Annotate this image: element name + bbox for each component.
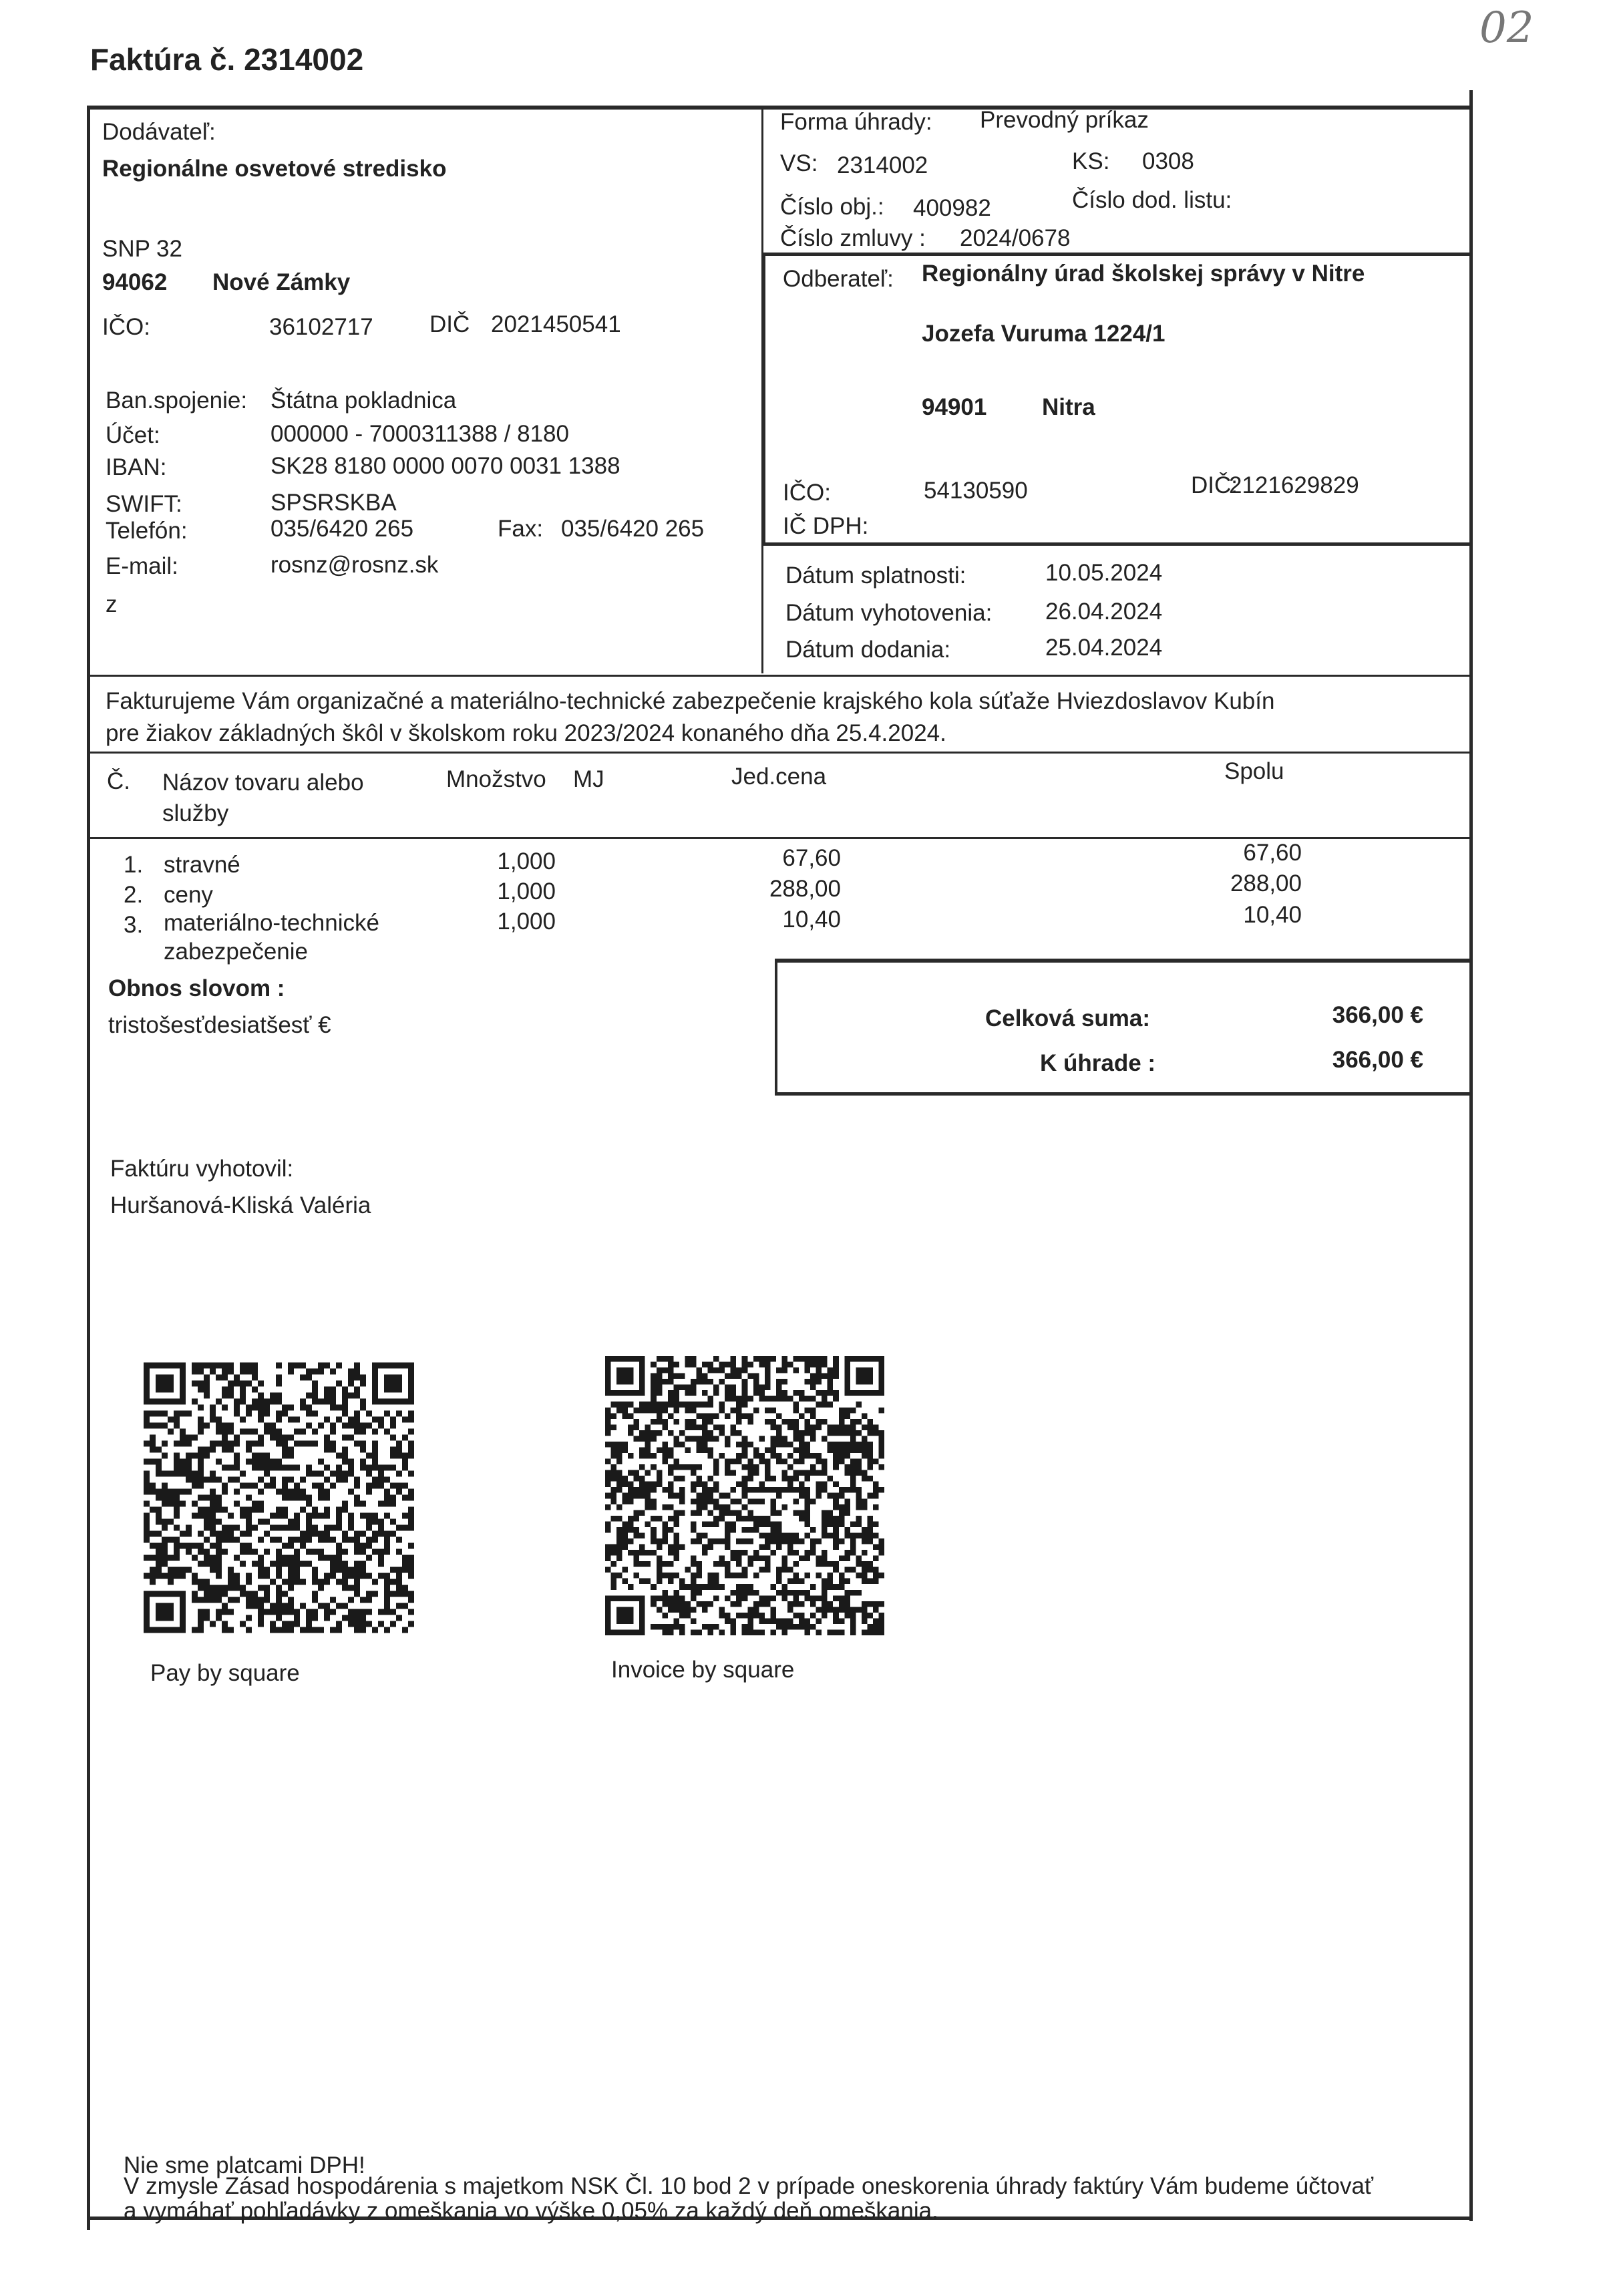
- customer-street: Jozefa Vuruma 1224/1: [922, 321, 1166, 347]
- amount-due: 366,00 €: [1332, 1047, 1423, 1073]
- supplier-ico-label: IČO:: [102, 314, 150, 340]
- customer-ico-label: IČO:: [783, 480, 831, 506]
- vs-label: VS:: [780, 150, 818, 176]
- invoice-by-square-label: Invoice by square: [611, 1657, 795, 1683]
- supplier-ico: 36102717: [269, 314, 373, 340]
- vs-value: 2314002: [837, 152, 928, 178]
- row-number: 1.: [124, 852, 144, 878]
- bank-label: Ban.spojenie:: [106, 387, 248, 414]
- row-total: 67,60: [1243, 840, 1302, 866]
- totals-box-top: [775, 959, 1473, 963]
- delivery-date: 25.04.2024: [1045, 635, 1163, 661]
- description-line-1: Fakturujeme Vám organizačné a materiálno-technické zabezpečenie krajského kola súťaže Hviezdoslavov Kubín: [106, 688, 1275, 714]
- row-total: 10,40: [1243, 902, 1302, 928]
- payment-method-label: Forma úhrady:: [780, 109, 932, 135]
- bank-name: Štátna pokladnica: [271, 387, 457, 414]
- frame-right-border: [1469, 90, 1473, 2221]
- total-sum-label: Celková suma:: [985, 1005, 1151, 1031]
- supplier-label: Dodávateľ:: [102, 119, 216, 145]
- totals-box-bottom: [775, 1092, 1473, 1096]
- table-header-top-border: [87, 752, 1473, 754]
- description-line-2: pre žiakov základných škôl v školskom roku 2023/2024 konaného dňa 25.4.2024.: [106, 720, 946, 746]
- issuer-label: Faktúru vyhotovil:: [110, 1156, 294, 1182]
- row-name: ceny: [164, 882, 213, 908]
- col-header-name-2: služby: [162, 800, 229, 826]
- ks-value: 0308: [1142, 148, 1194, 174]
- supplier-note: z: [106, 591, 118, 617]
- totals-box-left: [775, 959, 777, 1096]
- order-number: 400982: [913, 195, 991, 221]
- phone-value: 035/6420 265: [271, 516, 414, 542]
- row-name: stravné: [164, 852, 240, 878]
- pay-by-square-label: Pay by square: [150, 1660, 300, 1686]
- footer-terms-line-1: V zmysle Zásad hospodárenia s majetkom NSK Čl. 10 bod 2 v prípade oneskorenia úhrady faktúry Vám budeme účtovať: [124, 2173, 1374, 2199]
- row-number: 2.: [124, 882, 144, 908]
- supplier-zip: 94062: [102, 269, 168, 295]
- col-header-name: Názov tovaru alebo: [162, 770, 364, 796]
- fax-value: 035/6420 265: [561, 516, 705, 542]
- supplier-street: SNP 32: [102, 236, 182, 262]
- description-top-border: [87, 675, 1473, 677]
- row-quantity: 1,000: [497, 878, 556, 905]
- phone-label: Telefón:: [106, 518, 188, 544]
- frame-left-border: [87, 106, 90, 2230]
- handwritten-mark: 02: [1479, 3, 1534, 53]
- customer-ico: 54130590: [924, 478, 1028, 504]
- total-sum: 366,00 €: [1332, 1002, 1423, 1028]
- ks-label: KS:: [1072, 148, 1110, 174]
- issue-date-label: Dátum vyhotovenia:: [785, 600, 993, 626]
- table-header-bottom-border: [87, 837, 1473, 839]
- col-header-quantity: Množstvo: [446, 766, 546, 792]
- payment-bottom-border: [761, 253, 1473, 256]
- col-header-unit: MJ: [573, 766, 604, 792]
- row-name: materiálno-technické: [164, 910, 379, 936]
- qr-code-icon: [604, 1356, 885, 1635]
- issuer-name: Huršanová-Kliská Valéria: [110, 1192, 371, 1218]
- customer-city: Nitra: [1042, 394, 1095, 420]
- email-label: E-mail:: [106, 553, 178, 579]
- qr-code-icon: [144, 1361, 414, 1635]
- supplier-city: Nové Zámky: [212, 269, 351, 295]
- delivery-note-label: Číslo dod. listu:: [1072, 187, 1232, 213]
- amount-words-label: Obnos slovom :: [108, 975, 285, 1001]
- account-number: 000000 - 7000311388 / 8180: [271, 421, 569, 447]
- row-unit-price: 288,00: [769, 876, 841, 902]
- customer-zip: 94901: [922, 394, 987, 420]
- due-date: 10.05.2024: [1045, 560, 1163, 586]
- row-total: 288,00: [1230, 870, 1302, 896]
- order-number-label: Číslo obj.:: [780, 194, 884, 220]
- account-label: Účet:: [106, 422, 160, 448]
- amount-due-label: K úhrade :: [1040, 1050, 1156, 1076]
- invoice-title: Faktúra č. 2314002: [90, 42, 364, 77]
- supplier-dic-label: DIČ: [429, 311, 470, 337]
- row-unit-price: 67,60: [782, 845, 841, 871]
- swift-label: SWIFT:: [106, 491, 182, 517]
- row-number: 3.: [124, 912, 144, 938]
- iban-label: IBAN:: [106, 454, 167, 480]
- due-date-label: Dátum splatnosti:: [785, 562, 966, 589]
- customer-name: Regionálny úrad školskej správy v Nitre: [922, 261, 1365, 287]
- supplier-dic: 2021450541: [491, 311, 621, 337]
- row-name-continued: zabezpečenie: [164, 939, 308, 965]
- footer-terms-line-2: a vymáhať pohľadávky z omeškania vo výške 0,05% za každý deň omeškania.: [124, 2198, 938, 2224]
- customer-left-border: [763, 256, 765, 543]
- amount-words-value: tristošesťdesiatšesť €: [108, 1012, 331, 1038]
- customer-dic-label: DIČ:: [1191, 472, 1238, 498]
- row-quantity: 1,000: [497, 909, 556, 935]
- iban-value: SK28 8180 0000 0070 0031 1388: [271, 453, 620, 479]
- delivery-date-label: Dátum dodania:: [785, 637, 951, 663]
- footer-vat-note: Nie sme platcami DPH!: [124, 2152, 365, 2178]
- customer-icdph-label: IČ DPH:: [783, 513, 869, 539]
- fax-label: Fax:: [498, 516, 544, 542]
- row-unit-price: 10,40: [782, 907, 841, 933]
- customer-dic: 2121629829: [1229, 472, 1359, 498]
- supplier-name: Regionálne osvetové stredisko: [102, 156, 447, 182]
- contract-number: 2024/0678: [960, 225, 1071, 251]
- col-header-total: Spolu: [1224, 758, 1284, 784]
- swift-value: SPSRSKBA: [271, 490, 397, 516]
- email-value[interactable]: rosnz@rosnz.sk: [271, 552, 439, 578]
- row-quantity: 1,000: [497, 848, 556, 874]
- contract-label: Číslo zmluvy :: [780, 225, 926, 251]
- col-header-number: Č.: [107, 768, 130, 794]
- customer-label: Odberateľ:: [783, 266, 894, 292]
- payment-method: Prevodný príkaz: [980, 107, 1149, 133]
- customer-bottom-border: [763, 542, 1473, 546]
- col-header-unit-price: Jed.cena: [731, 764, 827, 790]
- issue-date: 26.04.2024: [1045, 599, 1163, 625]
